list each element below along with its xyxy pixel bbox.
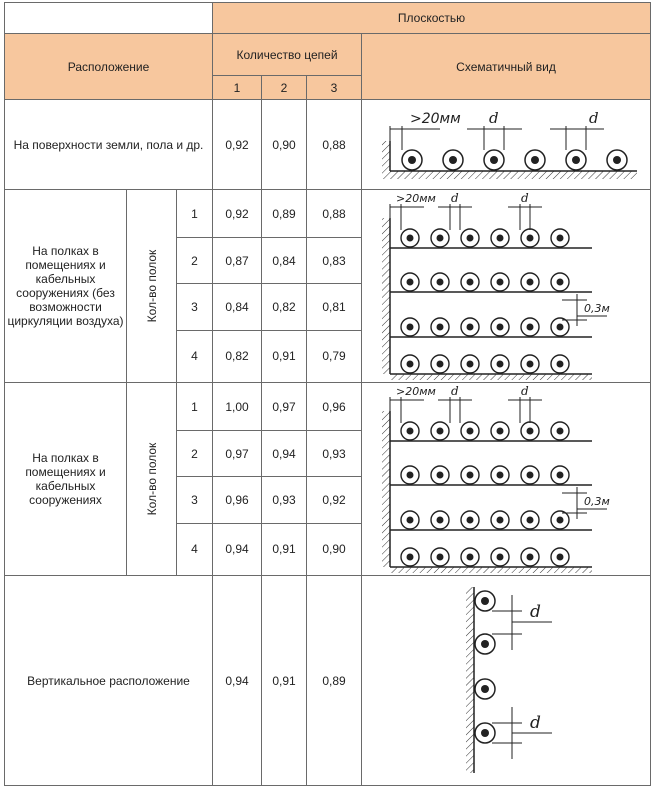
dim-d-label: d (530, 712, 541, 733)
cable-core (497, 517, 504, 524)
dim-d-label: d (589, 108, 599, 127)
value-cell: 0,96 (307, 383, 362, 431)
value-vertical-1: 0,94 (213, 576, 262, 786)
cable-core (497, 472, 504, 479)
value-cell: 0,91 (262, 523, 307, 575)
ground-diagram (362, 101, 651, 189)
header-col-2: 2 (262, 76, 307, 100)
value-cell: 0,88 (307, 190, 362, 238)
dim-d-label: d (530, 601, 541, 622)
cable-core (527, 235, 534, 242)
value-cell: 1,00 (213, 383, 262, 431)
location-shelves-closed: На полках в помещениях и кабельных сооружениях (без возможности циркуляции воздуха) (5, 190, 127, 383)
value-ground-2: 0,90 (262, 100, 307, 190)
header-col-3: 3 (307, 76, 362, 100)
cable-core (527, 472, 534, 479)
cable-core (527, 517, 534, 524)
cable-core (407, 361, 414, 368)
shelf-number: 3 (177, 477, 213, 523)
cable-core (557, 428, 564, 435)
header-circuits: Количество цепей (213, 34, 362, 76)
cable-core (407, 235, 414, 242)
header-location: Расположение (5, 34, 213, 100)
value-cell: 0,90 (307, 523, 362, 575)
shelves-count-label (127, 190, 177, 383)
value-ground-3: 0,88 (307, 100, 362, 190)
cable-core (437, 361, 444, 368)
cable-core (437, 324, 444, 331)
cable-core (467, 235, 474, 242)
vertical-diagram (362, 577, 651, 785)
value-cell: 0,93 (262, 477, 307, 523)
dim-gap-label: >20мм (396, 192, 436, 205)
shelves-diagram (362, 383, 651, 575)
cable-core (527, 428, 534, 435)
cable-core (557, 472, 564, 479)
cable-core (437, 517, 444, 524)
cable-core (527, 279, 534, 286)
value-cell: 0,97 (213, 431, 262, 477)
shelf-number: 3 (177, 284, 213, 330)
scheme-shelves-closed (362, 190, 651, 383)
shelf-number: 4 (177, 330, 213, 382)
cable-core (527, 554, 534, 561)
location-vertical: Вертикальное расположение (5, 576, 213, 786)
value-cell: 0,79 (307, 330, 362, 382)
value-cell: 0,94 (262, 431, 307, 477)
cable-core (437, 235, 444, 242)
value-cell: 0,84 (262, 238, 307, 284)
dim-gap-label: >20мм (396, 385, 436, 398)
value-cell: 0,97 (262, 383, 307, 431)
shelf-number: 2 (177, 238, 213, 284)
cable-core (557, 279, 564, 286)
value-cell: 0,93 (307, 431, 362, 477)
scheme-vertical (362, 576, 651, 786)
cable-core (557, 554, 564, 561)
floor-hatch (390, 374, 592, 380)
cable-core (407, 279, 414, 286)
cable-core (407, 324, 414, 331)
cable-core (497, 361, 504, 368)
value-cell: 0,82 (262, 284, 307, 330)
cable-core (557, 517, 564, 524)
value-cell: 0,96 (213, 477, 262, 523)
header-scheme: Схематичный вид (362, 34, 651, 100)
cable-core (407, 554, 414, 561)
shelves-count-text: Кол-во полок (144, 442, 159, 516)
cable-core (497, 554, 504, 561)
value-ground-1: 0,92 (213, 100, 262, 190)
cable-core (407, 428, 414, 435)
cable-factor-table (4, 2, 651, 786)
shelves-count-label (127, 383, 177, 576)
dim-d-label: d (489, 108, 499, 127)
value-cell: 0,87 (213, 238, 262, 284)
dim-d-label: d (521, 384, 529, 398)
value-vertical-2: 0,91 (262, 576, 307, 786)
scheme-shelves (362, 383, 651, 576)
shelf-number: 1 (177, 190, 213, 238)
cable-core (467, 279, 474, 286)
scheme-ground (362, 100, 651, 190)
cable-core (407, 472, 414, 479)
value-cell: 0,94 (213, 523, 262, 575)
value-cell: 0,84 (213, 284, 262, 330)
cable-core (407, 517, 414, 524)
value-cell: 0,83 (307, 238, 362, 284)
cable-core (467, 472, 474, 479)
cable-core (527, 361, 534, 368)
cable-core (437, 279, 444, 286)
shelf-number: 1 (177, 383, 213, 431)
cable-core (497, 428, 504, 435)
cable-core (497, 235, 504, 242)
value-cell: 0,92 (307, 477, 362, 523)
value-cell: 0,91 (262, 330, 307, 382)
header-flat: Плоскостью (213, 3, 651, 34)
wall-hatch (382, 411, 390, 567)
floor-hatch (390, 567, 592, 573)
value-cell: 0,82 (213, 330, 262, 382)
shelves-count-text: Кол-во полок (144, 249, 159, 323)
cable-core (497, 279, 504, 286)
cable-core (557, 324, 564, 331)
location-ground: На поверхности земли, пола и др. (5, 100, 213, 190)
shelves-closed-diagram (362, 190, 651, 382)
dim-d-label: d (521, 191, 529, 205)
value-cell: 0,81 (307, 284, 362, 330)
cable-core (497, 324, 504, 331)
value-vertical-3: 0,89 (307, 576, 362, 786)
dim-d-label: d (451, 384, 459, 398)
cable-core (557, 235, 564, 242)
dim-shelf-gap-label: 0,3м (584, 495, 610, 508)
cable-core (467, 361, 474, 368)
shelf-number: 2 (177, 431, 213, 477)
cable-core (467, 554, 474, 561)
header-col-1: 1 (213, 76, 262, 100)
location-shelves: На полках в помещениях и кабельных сооружениях (5, 383, 127, 576)
cable-core (467, 428, 474, 435)
cable-core (437, 428, 444, 435)
dim-d-label: d (451, 191, 459, 205)
cable-core (437, 472, 444, 479)
cable-core (527, 324, 534, 331)
shelf-number: 4 (177, 523, 213, 575)
cable-core (467, 324, 474, 331)
cable-core (557, 361, 564, 368)
header-blank (5, 3, 213, 34)
cable-core (467, 517, 474, 524)
cable-core (437, 554, 444, 561)
wall-hatch (382, 218, 390, 374)
dim-gap-label: >20мм (410, 110, 461, 127)
dim-shelf-gap-label: 0,3м (584, 302, 610, 315)
value-cell: 0,92 (213, 190, 262, 238)
value-cell: 0,89 (262, 190, 307, 238)
